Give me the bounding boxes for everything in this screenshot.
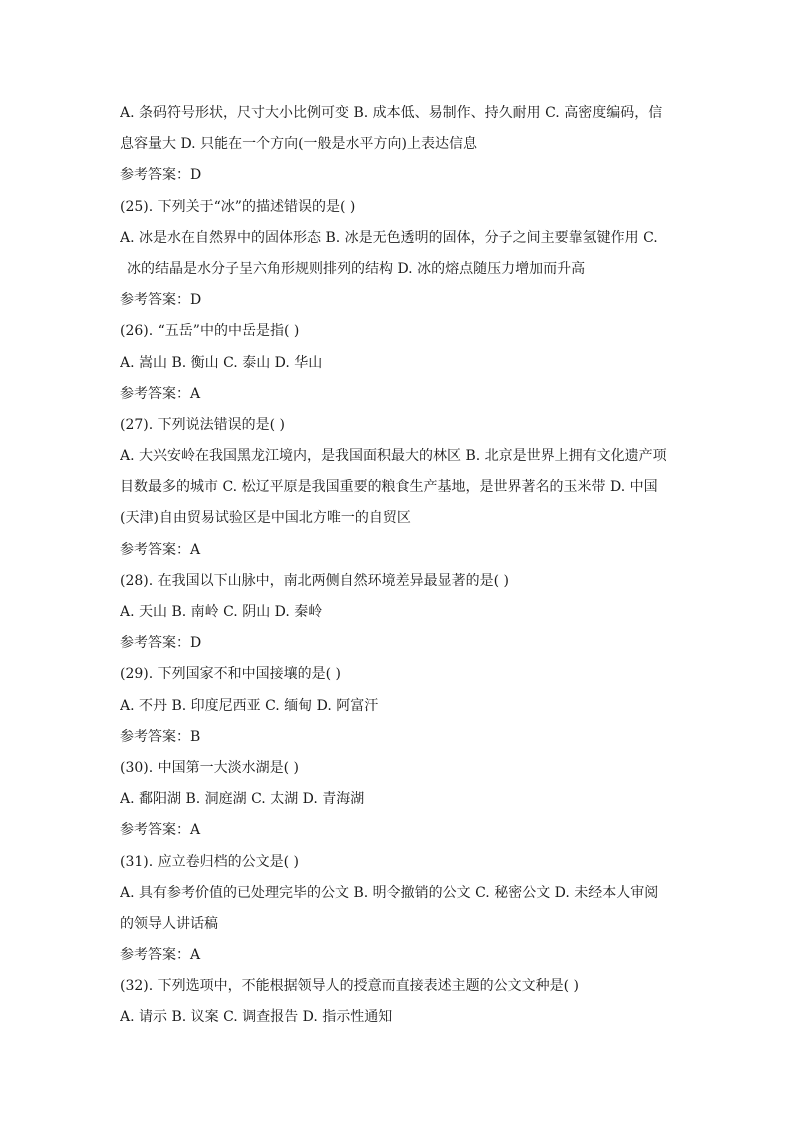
- q25-options-line-2: 冰的结晶是水分子呈六角形规则排列的结构 D. 冰的熔点随压力增加而升高: [127, 260, 586, 277]
- q31-question: (31). 应立卷归档的公文是( ): [120, 853, 300, 870]
- q26-options: A. 嵩山 B. 衡山 C. 泰山 D. 华山: [120, 354, 323, 371]
- q26-answer: 参考答案：A: [120, 385, 201, 402]
- q31-options-line-1: A. 具有参考价值的已处理完毕的公文 B. 明令撤销的公文 C. 秘密公文 D. 未经本人审阅: [120, 884, 659, 901]
- q30-options: A. 鄱阳湖 B. 洞庭湖 C. 太湖 D. 青海湖: [120, 791, 365, 808]
- q29-question: (29). 下列国家不和中国接壤的是( ): [120, 666, 342, 683]
- q32-options: A. 请示 B. 议案 C. 调查报告 D. 指示性通知: [120, 1009, 393, 1026]
- q31-answer: 参考答案：A: [120, 947, 201, 964]
- q30-answer: 参考答案：A: [120, 822, 201, 839]
- q31-options-line-2: 的领导人讲话稿: [120, 915, 218, 932]
- q25-answer: 参考答案：D: [120, 292, 202, 309]
- q29-answer: 参考答案：B: [120, 728, 201, 745]
- q27-options-line-3: (天津)自由贸易试验区是中国北方唯一的自贸区: [120, 510, 411, 527]
- q25-question: (25). 下列关于“冰”的描述错误的是( ): [120, 198, 356, 215]
- q25-options-line-1: A. 冰是水在自然界中的固体形态 B. 冰是无色透明的固体，分子之间主要靠氢键作用 C.: [120, 229, 658, 246]
- q24-options-line-1: A. 条码符号形状，尺寸大小比例可变 B. 成本低、易制作、持久耐用 C. 高密度编码，信: [120, 105, 663, 121]
- q27-options-line-1: A. 大兴安岭在我国黑龙江境内，是我国面积最大的林区 B. 北京是世界上拥有文化遗产项: [120, 448, 667, 465]
- q24-answer: 参考答案：D: [120, 167, 202, 184]
- q24-options-line-2: 息容量大 D. 只能在一个方向(一般是水平方向)上表达信息: [120, 136, 477, 153]
- q28-options: A. 天山 B. 南岭 C. 阴山 D. 秦岭: [120, 604, 323, 620]
- q30-question: (30). 中国第一大淡水湖是( ): [120, 759, 300, 776]
- q28-answer: 参考答案：D: [120, 635, 202, 652]
- q27-options-line-2: 目数最多的城市 C. 松辽平原是我国重要的粮食生产基地，是世界著名的玉米带 D. 中国: [120, 479, 658, 496]
- q29-options: A. 不丹 B. 印度尼西亚 C. 缅甸 D. 阿富汗: [120, 697, 379, 714]
- q28-question: (28). 在我国以下山脉中，南北两侧自然环境差异最显著的是( ): [120, 572, 510, 589]
- q27-answer: 参考答案：A: [120, 541, 201, 558]
- q26-question: (26). “五岳”中的中岳是指( ): [120, 323, 300, 340]
- q32-question: (32). 下列选项中，不能根据领导人的授意而直接表述主题的公文文种是( ): [120, 978, 580, 995]
- q27-question: (27). 下列说法错误的是( ): [120, 416, 286, 433]
